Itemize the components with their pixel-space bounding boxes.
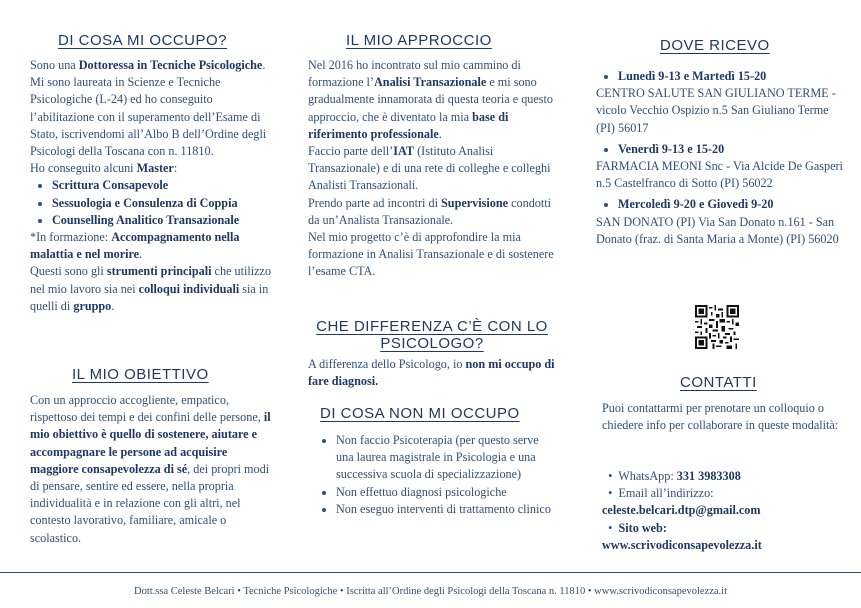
locations xyxy=(596,68,846,248)
contact-email[interactable]: celeste.belcari.dtp@gmail.com xyxy=(602,503,761,518)
heading-che-differenza: CHE DIFFERENZA C’È CON LO PSICOLOGO? xyxy=(316,318,548,352)
location-address: FARMACIA MEONI Snc - Via Alcide De Gasperi n.5 Castelfranco di Sotto (PI) 56022 xyxy=(596,159,843,191)
obiettivo-text: Con un approccio accogliente, empatico, rispettoso dei tempi e dei confini delle persone, il mio obiettivo è quello di sostenere, aiutare e accompagnare le persone ad acquisire maggiore consapevolezza di sé, dei propri modi di pensare, sentire ed essere, nella propria individualità e in relazione con gli altri, nel contesto lavorativo, familiare, amicale o scolastico. xyxy=(30,393,271,545)
location-address: CENTRO SALUTE SAN GIULIANO TERME - vicolo Vecchio Ospizio n.5 San Giuliano Terme (PI) 56017 xyxy=(596,86,836,135)
approccio-text: Nel 2016 ho incontrato sul mio cammino di formazione l’Analisi Transazionale e mi sono gradualmente innamorata di questa teoria e questo approccio, che è diventato la mia base di riferimento professionale. Faccio parte dell’IAT (Istituto Analisi Transazionale) e di una rete di colleghe e colleghi Analisti Transazionali. Prendo parte ad incontri di Supervisione condotti da un’Analista Transazionale. Nel mio progetto c’è di approfondire la mia formazione in Analisi Transazionale e di sostenere l’esame CTA. xyxy=(308,58,554,279)
list-item: • Non faccio Psicoterapia (per questo serve una laurea magistrale in Psicologia e una successiva scuola di specializzazione) xyxy=(336,432,556,484)
differenza-text: A differenza dello Psicologo, io non mi occupo di fare diagnosi. xyxy=(308,357,555,389)
non-occupo-list-wrap xyxy=(314,432,556,518)
contact-website-link[interactable]: www.scrivodiconsapevolezza.it xyxy=(602,537,762,552)
contact-email-label: • Email all’indirizzo: xyxy=(602,486,714,501)
list-item: • Non eseguo interventi di trattamento clinico xyxy=(336,501,556,518)
contact-whatsapp[interactable]: • WhatsApp: 331 3983308 xyxy=(602,469,741,483)
contact-list xyxy=(602,468,846,554)
heading-il-mio-obiettivo: IL MIO OBIETTIVO xyxy=(72,366,209,383)
qr-code-icon[interactable] xyxy=(695,305,739,349)
contact-site-label: • Sito web: xyxy=(602,520,667,535)
master-item: • Counselling Analitico Transazionale xyxy=(52,212,278,229)
list-item: • Non effettuo diagnosi psicologiche xyxy=(336,484,556,501)
footer-text: Dott.ssa Celeste Belcari • Tecniche Psicologiche • Iscritta all’Ordine degli Psicologi della Toscana n. 11810 • www.scrivodiconsapevolezza.it xyxy=(133,586,728,597)
location-days: • Venerdì 9-13 e 15-20 xyxy=(618,141,846,158)
heading-dove-ricevo: DOVE RICEVO xyxy=(660,37,770,54)
master-item: • Scrittura Consapevole xyxy=(52,177,278,194)
heading-il-mio-approccio: IL MIO APPROCCIO xyxy=(346,32,492,49)
occupo-text: Sono una Dottoressa in Tecniche Psicologiche. Mi sono laureata in Scienze e Tecniche Psicologiche (L-24) ed ho conseguito l’abilitazione con il superamento dell’Esame di Stato, iscrivendomi all’Albo B dell’Ordine degli Psicologi della Toscana con n. 11810. Ho conseguito alcuni Master: • Scrittura Consapevole • Sessuologia e Consulenza di Coppia • Counselling Analitico Transazionale *In formazione: Accompagnamento nella malattia e nel morire. Questi sono gli strumenti principali che utilizzo nel mio lavoro sia nei colloqui individuali sia in quelli di gruppo. xyxy=(30,57,278,315)
location-days: • Lunedì 9-13 e Martedì 15-20 xyxy=(618,68,846,85)
non-occupo-list xyxy=(314,432,556,518)
contatti-intro: Puoi contattarmi per prenotare un colloquio o chiedere info per collaborare in queste modalità: xyxy=(602,401,839,433)
heading-contatti: CONTATTI xyxy=(680,374,757,391)
heading-di-cosa-mi-occupo: DI COSA MI OCCUPO? xyxy=(58,32,228,49)
heading-di-cosa-non-mi-occupo: DI COSA NON MI OCCUPO xyxy=(320,405,520,422)
master-list xyxy=(30,177,278,229)
location-address: SAN DONATO (PI) Via San Donato n.161 - San Donato (fraz. di Santa Maria a Monte) (PI) 56020 xyxy=(596,214,839,246)
location-days: • Mercoledì 9-20 e Giovedì 9-20 xyxy=(618,196,846,213)
footer-divider xyxy=(0,572,861,573)
master-item: • Sessuologia e Consulenza di Coppia xyxy=(52,195,278,212)
